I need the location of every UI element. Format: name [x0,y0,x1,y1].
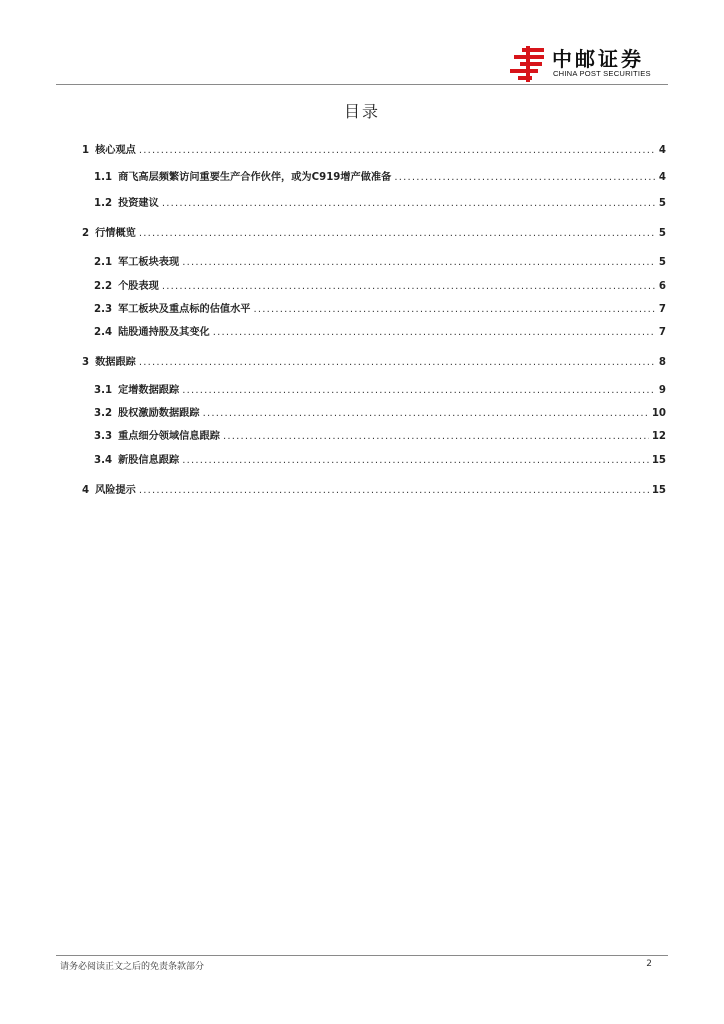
toc-leader-dots [139,485,649,496]
toc-entry-title: 定增数据跟踪 [118,385,180,396]
toc-entry[interactable] [94,451,666,467]
toc-leader-dots [223,431,649,442]
toc-entry-number: 1.1 [94,172,113,183]
toc-entry-title: 数据跟踪 [95,357,136,368]
toc-leader-dots [254,304,656,315]
toc-entry-page: 8 [658,357,666,368]
toc-entry[interactable] [94,253,666,269]
toc-entry-title: 新股信息跟踪 [118,455,180,466]
toc-entry-title: 商飞高层频繁访问重要生产合作伙伴，或为C919增产做准备 [118,172,392,183]
toc-entry-title: 军工板块表现 [118,257,180,268]
toc-entry-page: 15 [651,485,666,496]
toc-entry-number: 4 [82,485,90,496]
toc-leader-dots [162,198,656,209]
toc-leader-dots [162,281,656,292]
china-post-logo-icon [508,46,548,82]
toc-entry-title: 投资建议 [118,198,159,209]
toc-entry-title: 陆股通持股及其变化 [118,327,210,338]
toc-entry-number: 3.4 [94,455,113,466]
toc-entry[interactable] [82,481,666,497]
toc-entry[interactable] [94,427,666,443]
toc-entry-page: 9 [658,385,666,396]
toc-entry-number: 3 [82,357,90,368]
toc-entry-number: 2.4 [94,327,113,338]
toc-entry[interactable] [82,141,666,157]
toc-entry[interactable] [82,353,666,369]
toc-entry-page: 4 [658,172,666,183]
footer-divider [56,955,668,956]
toc-entry[interactable] [94,404,666,420]
toc-entry-title: 军工板块及重点标的估值水平 [118,304,251,315]
toc-entry[interactable] [94,381,666,397]
toc-entry-number: 3.3 [94,431,113,442]
toc-leader-dots [182,455,649,466]
disclaimer-note: 请务必阅读正文之后的免责条款部分 [60,962,205,972]
toc-entry-page: 5 [658,257,666,268]
toc-entry[interactable] [94,168,666,184]
toc-entry[interactable] [94,323,666,339]
toc-entry-number: 2.1 [94,257,113,268]
toc-entry-page: 7 [658,304,666,315]
toc-leader-dots [213,327,656,338]
toc-entry-page: 5 [658,198,666,209]
toc-entry-page: 5 [658,228,666,239]
company-logo [508,46,668,82]
toc-entry-number: 2.2 [94,281,113,292]
toc-leader-dots [139,228,656,239]
toc-entry[interactable] [94,194,666,210]
toc-entry-number: 2.3 [94,304,113,315]
toc-entry-page: 7 [658,327,666,338]
toc-leader-dots [203,408,649,419]
toc-entry-number: 1 [82,145,90,156]
page-header [56,38,668,84]
toc-entry-number: 2 [82,228,90,239]
toc-leader-dots [394,172,656,183]
toc-entry-number: 1.2 [94,198,113,209]
toc-leader-dots [182,385,656,396]
toc-entry-number: 3.2 [94,408,113,419]
toc-entry[interactable] [82,224,666,240]
toc-entry-number: 3.1 [94,385,113,396]
toc-entry-page: 6 [658,281,666,292]
toc-entry-page: 4 [658,145,666,156]
toc-entry-page: 15 [651,455,666,466]
header-divider [56,84,668,85]
logo-chinese-name: 中邮证券 [552,47,644,71]
page-title: 目录 [343,102,380,121]
toc-entry-title: 股权激励数据跟踪 [118,408,200,419]
toc-entry-title: 行情概览 [95,228,136,239]
toc-entry[interactable] [94,300,666,316]
toc-entry-title: 重点细分领域信息跟踪 [118,431,220,442]
toc-entry[interactable] [94,277,666,293]
toc-entry-title: 个股表现 [118,281,159,292]
toc-entry-title: 风险提示 [95,485,136,496]
toc-entry-title: 核心观点 [95,145,136,156]
page-number: 2 [646,959,652,969]
logo-english-name: CHINA POST SECURITIES [553,69,651,78]
toc-leader-dots [139,145,656,156]
toc-leader-dots [139,357,656,368]
toc-entry-page: 12 [651,431,666,442]
toc-leader-dots [182,257,656,268]
toc-entry-page: 10 [651,408,666,419]
